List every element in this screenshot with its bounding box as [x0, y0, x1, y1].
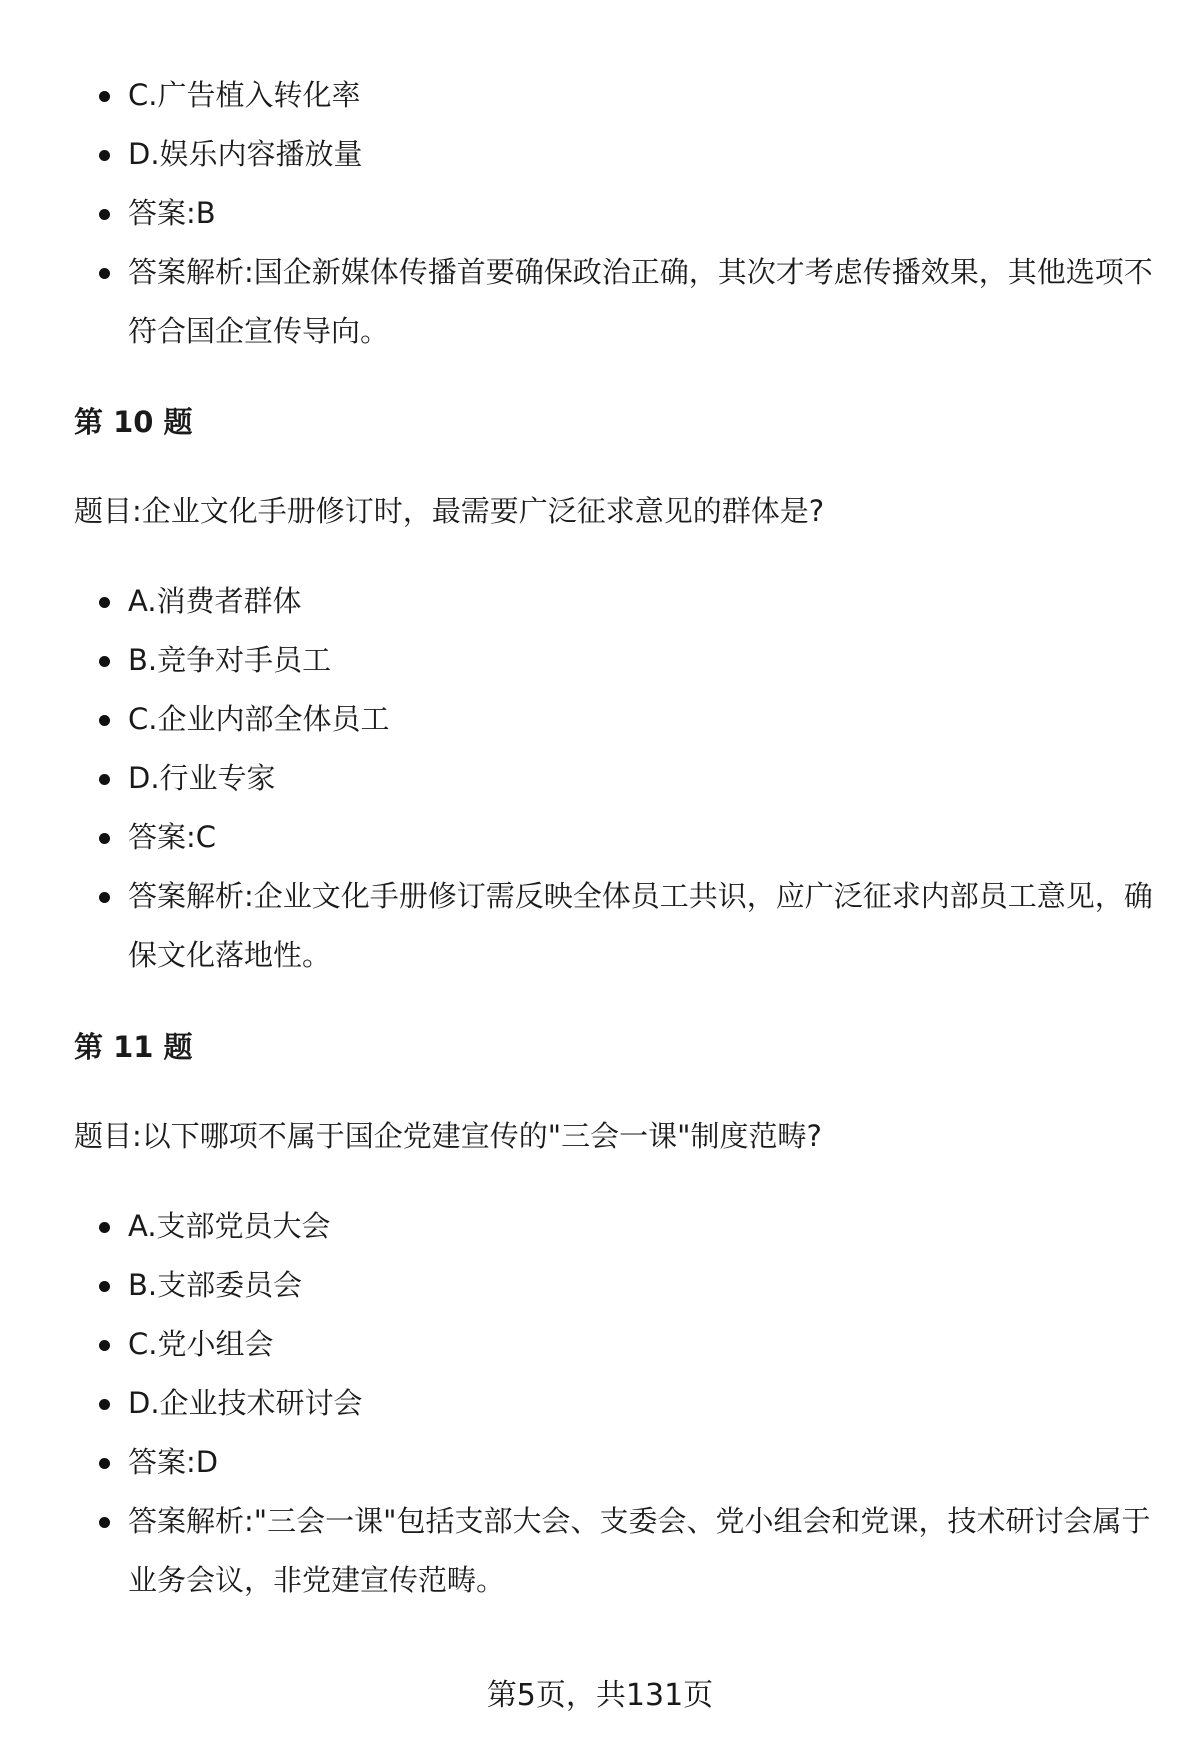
question-9-options — [0, 66, 1200, 361]
question-10-options — [0, 572, 1200, 985]
page-number: 第5页，共131页 — [486, 1678, 714, 1713]
question-10-heading: 第 10 题 — [74, 405, 193, 439]
option-a: A.消费者群体 — [0, 572, 1200, 631]
answer: 答案:C — [0, 808, 1200, 867]
answer-explanation: 答案解析:企业文化手册修订需反映全体员工共识，应广泛征求内部员工意见，确保文化落地性。 — [0, 867, 1200, 985]
option-d: D.企业技术研讨会 — [0, 1374, 1200, 1433]
answer: 答案:B — [0, 184, 1200, 243]
option-c: C.企业内部全体员工 — [0, 690, 1200, 749]
answer: 答案:D — [0, 1433, 1200, 1492]
option-c: C.广告植入转化率 — [0, 66, 1200, 125]
question-11-stem: 题目:以下哪项不属于国企党建宣传的"三会一课"制度范畴? — [74, 1119, 822, 1153]
answer-explanation: 答案解析:国企新媒体传播首要确保政治正确，其次才考虑传播效果，其他选项不符合国企宣传导向。 — [0, 243, 1200, 361]
question-11-heading: 第 11 题 — [74, 1030, 193, 1064]
question-11-options — [0, 1197, 1200, 1610]
answer-explanation: 答案解析:"三会一课"包括支部大会、支委会、党小组会和党课，技术研讨会属于业务会议，非党建宣传范畴。 — [0, 1492, 1200, 1610]
option-b: B.支部委员会 — [0, 1256, 1200, 1315]
option-c: C.党小组会 — [0, 1315, 1200, 1374]
option-a: A.支部党员大会 — [0, 1197, 1200, 1256]
option-b: B.竞争对手员工 — [0, 631, 1200, 690]
option-d: D.行业专家 — [0, 749, 1200, 808]
question-10-stem: 题目:企业文化手册修订时，最需要广泛征求意见的群体是? — [74, 494, 825, 528]
option-d: D.娱乐内容播放量 — [0, 125, 1200, 184]
